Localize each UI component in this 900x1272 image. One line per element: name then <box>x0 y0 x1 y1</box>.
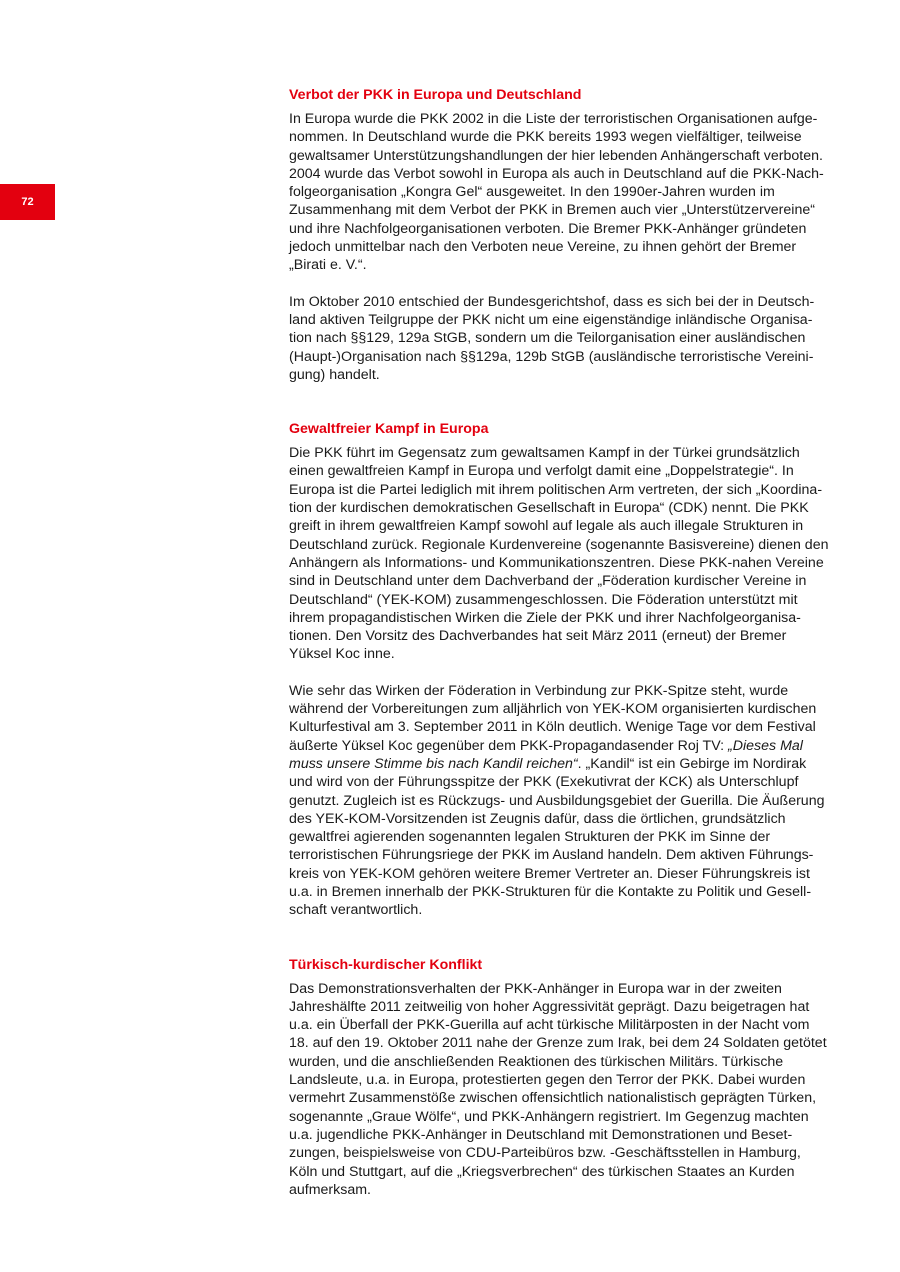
text-line: Deutschland zurück. Regionale Kurdenvereine (sogenannte Basisvereine) dienen den <box>289 536 829 553</box>
text-line: tionen. Den Vorsitz des Dachverbandes hat seit März 2011 (erneut) der Bremer <box>289 628 787 645</box>
quote-segment: „Dieses Mal <box>728 737 803 754</box>
text-line <box>289 755 837 773</box>
text-line: u.a. jugendliche PKK-Anhänger in Deutschland mit Demonstrationen und Beset- <box>289 1126 793 1143</box>
text-line: terroristischen Führungsriege der PKK im Ausland handeln. Dem aktiven Führungs- <box>289 847 814 864</box>
text-line: u.a. ein Überfall der PKK-Guerilla auf acht türkische Militärposten in der Nacht vom <box>289 1017 810 1034</box>
page-number: 72 <box>21 196 34 208</box>
text-line: (Haupt-)Organisation nach §§129a, 129b StGB (ausländische terroristische Vereini- <box>289 348 814 365</box>
text-line: Köln und Stuttgart, auf die „Kriegsverbrechen“ des türkischen Staates an Kurden <box>289 1163 795 1180</box>
text-line: jedoch unmittelbar nach den Verboten neue Vereine, zu ihnen gehört der Bremer <box>289 239 797 256</box>
text-line: Deutschland“ (YEK-KOM) zusammengeschlossen. Die Föderation unterstützt mit <box>289 591 798 608</box>
text-line: gewaltfrei agierenden sogenannten legalen Strukturen der PKK im Sinne der <box>289 829 771 846</box>
section-pkk-verbot <box>289 84 837 384</box>
paragraph <box>289 293 837 384</box>
text-line: und ihre Nachfolgeorganisationen verboten. Die Bremer PKK-Anhänger gründeten <box>289 220 807 237</box>
text-line: Europa ist die Partei lediglich mit ihrem politischen Arm vertreten, der sich „Koordina- <box>289 481 823 498</box>
text-line: kreis von YEK-KOM gehören weitere Bremer Vertreter an. Dieser Führungskreis ist <box>289 865 810 882</box>
main-content <box>289 84 837 1199</box>
text-line: land aktiven Teilgruppe der PKK nicht um eine eigenständige inländische Organisa- <box>289 311 813 328</box>
text-line: folgeorganisation „Kongra Gel“ ausgeweitet. In den 1990er-Jahren wurden im <box>289 184 775 201</box>
text-line: In Europa wurde die PKK 2002 in die Liste der terroristischen Organisationen aufge- <box>289 111 818 127</box>
text-line: Jahreshälfte 2011 zeitweilig von hoher Aggressivität geprägt. Dazu beigetragen hat <box>289 998 810 1015</box>
section-tuerkisch-kurdischer-konflikt <box>289 954 837 1200</box>
paragraph <box>289 682 837 920</box>
text-line: Anhängern als Informations- und Kommunikationszentren. Diese PKK-nahen Vereine <box>289 554 824 571</box>
quote-segment: muss unsere Stimme bis nach Kandil reichen“ <box>289 755 578 772</box>
text-line: gung) handelt. <box>289 366 380 383</box>
text-line: vermehrt Zusammenstöße zwischen offensichtlich nationalistisch geprägten Türken, <box>289 1090 817 1107</box>
text-line: einen gewaltfreien Kampf in Europa und verfolgt damit eine „Doppelstrategie“. In <box>289 463 794 480</box>
text-line: 18. auf den 19. Oktober 2011 nahe der Grenze zum Irak, bei dem 24 Soldaten getötet <box>289 1035 827 1052</box>
text-line: genutzt. Zugleich ist es Rückzugs- und Ausbildungsgebiet der Guerilla. Die Äußerung <box>289 792 825 809</box>
text-line: Die PKK führt im Gegensatz zum gewaltsamen Kampf in der Türkei grundsätzlich <box>289 445 800 462</box>
text-line: Zusammenhang mit dem Verbot der PKK in Bremen auch vier „Unterstützervereine“ <box>289 202 815 219</box>
text-line: Kulturfestival am 3. September 2011 in Köln deutlich. Wenige Tage vor dem Festival <box>289 719 816 736</box>
text-line: sind in Deutschland unter dem Dachverband der „Föderation kurdischer Vereine in <box>289 573 807 590</box>
text-line: Yüksel Koc inne. <box>289 646 395 663</box>
text-line: u.a. in Bremen innerhalb der PKK-Strukturen für die Kontakte zu Politik und Gesell- <box>289 883 812 900</box>
text-line: tion der kurdischen demokratischen Gesellschaft in Europa“ (CDK) nennt. Die PKK <box>289 500 809 517</box>
text-line: tion nach §§129, 129a StGB, sondern um die Teilorganisation einer ausländischen <box>289 330 806 347</box>
text-line: des YEK-KOM-Vorsitzenden ist Zeugnis dafür, dass die örtlichen, grundsätzlich <box>289 810 786 827</box>
text-line: während der Vorbereitungen zum alljährlich von YEK-KOM organisierten kurdischen <box>289 701 817 718</box>
text-line: Landsleute, u.a. in Europa, protestierten gegen den Terror der PKK. Dabei wurden <box>289 1072 806 1089</box>
text-line: Wie sehr das Wirken der Föderation in Verbindung zur PKK-Spitze steht, wurde <box>289 682 789 699</box>
text-line: Das Demonstrationsverhalten der PKK-Anhänger in Europa war in der zweiten <box>289 980 782 997</box>
text-line: 2004 wurde das Verbot sowohl in Europa als auch in Deutschland auf die PKK-Nach- <box>289 165 824 182</box>
section-heading: Gewaltfreier Kampf in Europa <box>289 421 489 438</box>
text-line: gewaltsamer Unterstützungshandlungen der hier lebenden Anhängerschaft verboten. <box>289 147 823 164</box>
text-segment: äußerte Yüksel Koc gegenüber dem PKK-Propagandasender Roj TV: <box>289 737 729 754</box>
text-line: greift in ihrem gewaltfreien Kampf sowohl auf legale als auch illegale Strukturen in <box>289 518 804 535</box>
text-line: aufmerksam. <box>289 1181 371 1198</box>
text-segment: . „Kandil“ ist ein Gebirge im Nordirak <box>577 755 807 772</box>
text-line: wurden, und die anschließenden Reaktionen des türkischen Militärs. Türkische <box>289 1053 784 1070</box>
page-number-tab <box>0 184 55 220</box>
section-gewaltfreier-kampf <box>289 418 837 919</box>
section-heading: Verbot der PKK in Europa und Deutschland <box>289 87 582 103</box>
paragraph <box>289 110 837 275</box>
text-line: „Birati e. V.“. <box>289 257 367 274</box>
paragraph <box>289 980 837 1200</box>
text-line <box>289 737 837 755</box>
text-line: ihrem propagandistischen Wirken die Ziele der PKK und ihrer Nachfolgeorganisa- <box>289 609 801 626</box>
text-line: schaft verantwortlich. <box>289 902 423 919</box>
text-line: nommen. In Deutschland wurde die PKK bereits 1993 wegen vielfältiger, teilweise <box>289 129 802 146</box>
text-line: zungen, beispielsweise von CDU-Parteibüros bzw. -Geschäftsstellen in Hamburg, <box>289 1145 801 1162</box>
text-line: und wird von der Führungsspitze der PKK (Exekutivrat der KCK) als Unterschlupf <box>289 774 799 791</box>
section-heading: Türkisch-kurdischer Konflikt <box>289 956 483 973</box>
text-line: Im Oktober 2010 entschied der Bundesgerichtshof, dass es sich bei der in Deutsch- <box>289 293 815 310</box>
paragraph <box>289 444 837 664</box>
text-line: sogenannte „Graue Wölfe“, und PKK-Anhängern registriert. Im Gegenzug machten <box>289 1108 809 1125</box>
